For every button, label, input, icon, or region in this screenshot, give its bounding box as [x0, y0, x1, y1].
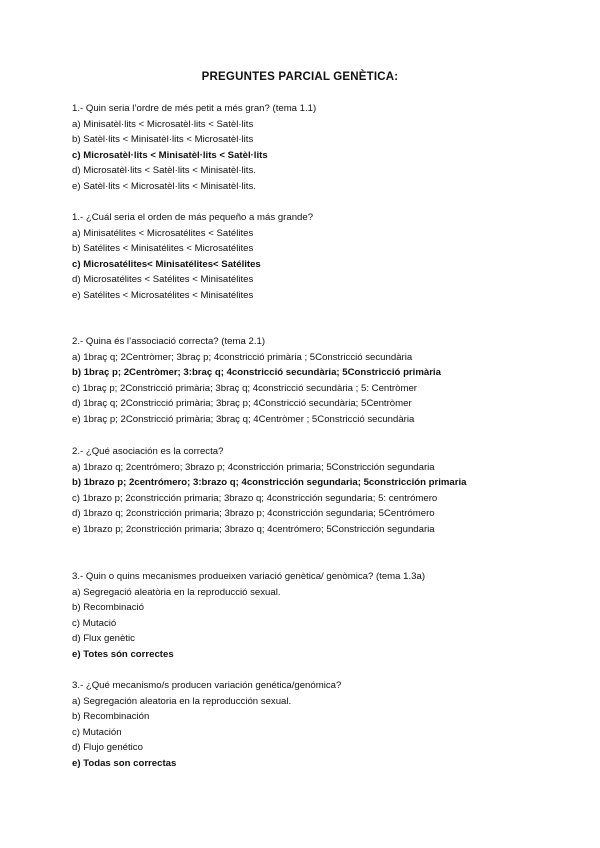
question-text: 3.- ¿Qué mecanismo/s producen variación genética/genómica?	[72, 680, 342, 691]
option-c: c) Mutación	[72, 726, 122, 738]
question-block-2-es	[72, 444, 572, 538]
question-text: 2.- ¿Qué asociación es la correcta?	[72, 446, 224, 457]
option-b: b) Satèl·lits < Minisatèl·lits < Microsatèl·lits	[72, 134, 254, 146]
option-a: a) 1brazo q; 2centrómero; 3brazo p; 4constricción primaria; 5Constricción segundaria	[72, 461, 435, 473]
option-c-correct: c) Microsatélites< Minisatélites< Satélites	[72, 258, 261, 270]
question-block-3-ca	[72, 569, 572, 663]
document-title: PREGUNTES PARCIAL GENÈTICA:	[201, 71, 399, 83]
option-d: d) Microsatèl·lits < Satèl·lits < Minisatèl·lits.	[72, 165, 256, 177]
option-c: c) 1braç p; 2Constricció primària; 3braç q; 4constricció secundària ; 5: Centròmer	[72, 382, 417, 394]
option-b-correct: b) 1braç p; 2Centròmer; 3:braç q; 4constricció secundària; 5Constricció primària	[72, 367, 441, 379]
option-b: b) Recombinació	[72, 602, 144, 614]
question-text: 2.- Quina és l’associació correcta? (tema 2.1)	[72, 336, 266, 347]
option-e: e) 1brazo p; 2constricción primaria; 3brazo q; 4centrómero; 5Constricción segundaria	[72, 523, 435, 535]
question-block-1-es	[72, 210, 572, 304]
option-c: c) Mutació	[72, 617, 117, 629]
question-block-2-ca	[72, 334, 572, 428]
option-e-correct: e) Todas son correctas	[72, 757, 177, 769]
option-c-correct: c) Microsatèl·lits < Minisatèl·lits < Satèl·lits	[72, 149, 268, 161]
question-block-3-es	[72, 678, 572, 772]
question-text: 1.- Quin seria l’ordre de més petit a més gran? (tema 1.1)	[72, 103, 317, 114]
option-b: b) Recombinación	[72, 711, 150, 723]
option-e: e) 1braç p; 2Constricció primària; 3braç q; 4Centròmer ; 5Constricció secundària	[72, 413, 415, 425]
option-d: d) 1braç q; 2Constricció primària; 3braç p; 4Constricció secundària; 5Centròmer	[72, 398, 412, 410]
option-d: d) 1brazo q; 2constricción primaria; 3brazo p; 4constricción segundaria; 5Centrómero	[72, 508, 435, 520]
option-d: d) Flux genètic	[72, 633, 135, 645]
option-c: c) 1brazo p; 2constricción primaria; 3brazo q; 4constricción segundaria; 5: centrómero	[72, 492, 438, 504]
option-a: a) Segregación aleatoria en la reproducción sexual.	[72, 695, 292, 707]
option-a: a) Minisatèl·lits < Microsatèl·lits < Satèl·lits	[72, 118, 254, 130]
option-e: e) Satèl·lits < Microsatèl·lits < Minisatèl·lits.	[72, 180, 256, 192]
option-e: e) Satélites < Microsatélites < Minisatélites	[72, 289, 254, 301]
option-d: d) Microsatélites < Satélites < Minisatélites	[72, 274, 254, 286]
option-b: b) Satélites < Minisatélites < Microsatélites	[72, 243, 254, 255]
option-a: a) Segregació aleatòria en la reproducció sexual.	[72, 586, 281, 598]
question-text: 3.- Quin o quins mecanismes produeixen variació genètica/ genòmica? (tema 1.3a)	[72, 571, 426, 582]
option-a: a) 1braç q; 2Centròmer; 3braç p; 4constricció primària ; 5Constricció secundària	[72, 351, 413, 363]
option-e-correct: e) Totes són correctes	[72, 648, 174, 660]
option-b-correct: b) 1brazo p; 2centrómero; 3:brazo q; 4constricción segundaria; 5constricción primaria	[72, 477, 467, 489]
question-block-1-ca	[72, 101, 572, 195]
option-d: d) Flujo genético	[72, 742, 143, 754]
question-text: 1.- ¿Cuál seria el orden de más pequeño a más grande?	[72, 212, 314, 223]
option-a: a) Minisatélites < Microsatélites < Satélites	[72, 227, 254, 239]
